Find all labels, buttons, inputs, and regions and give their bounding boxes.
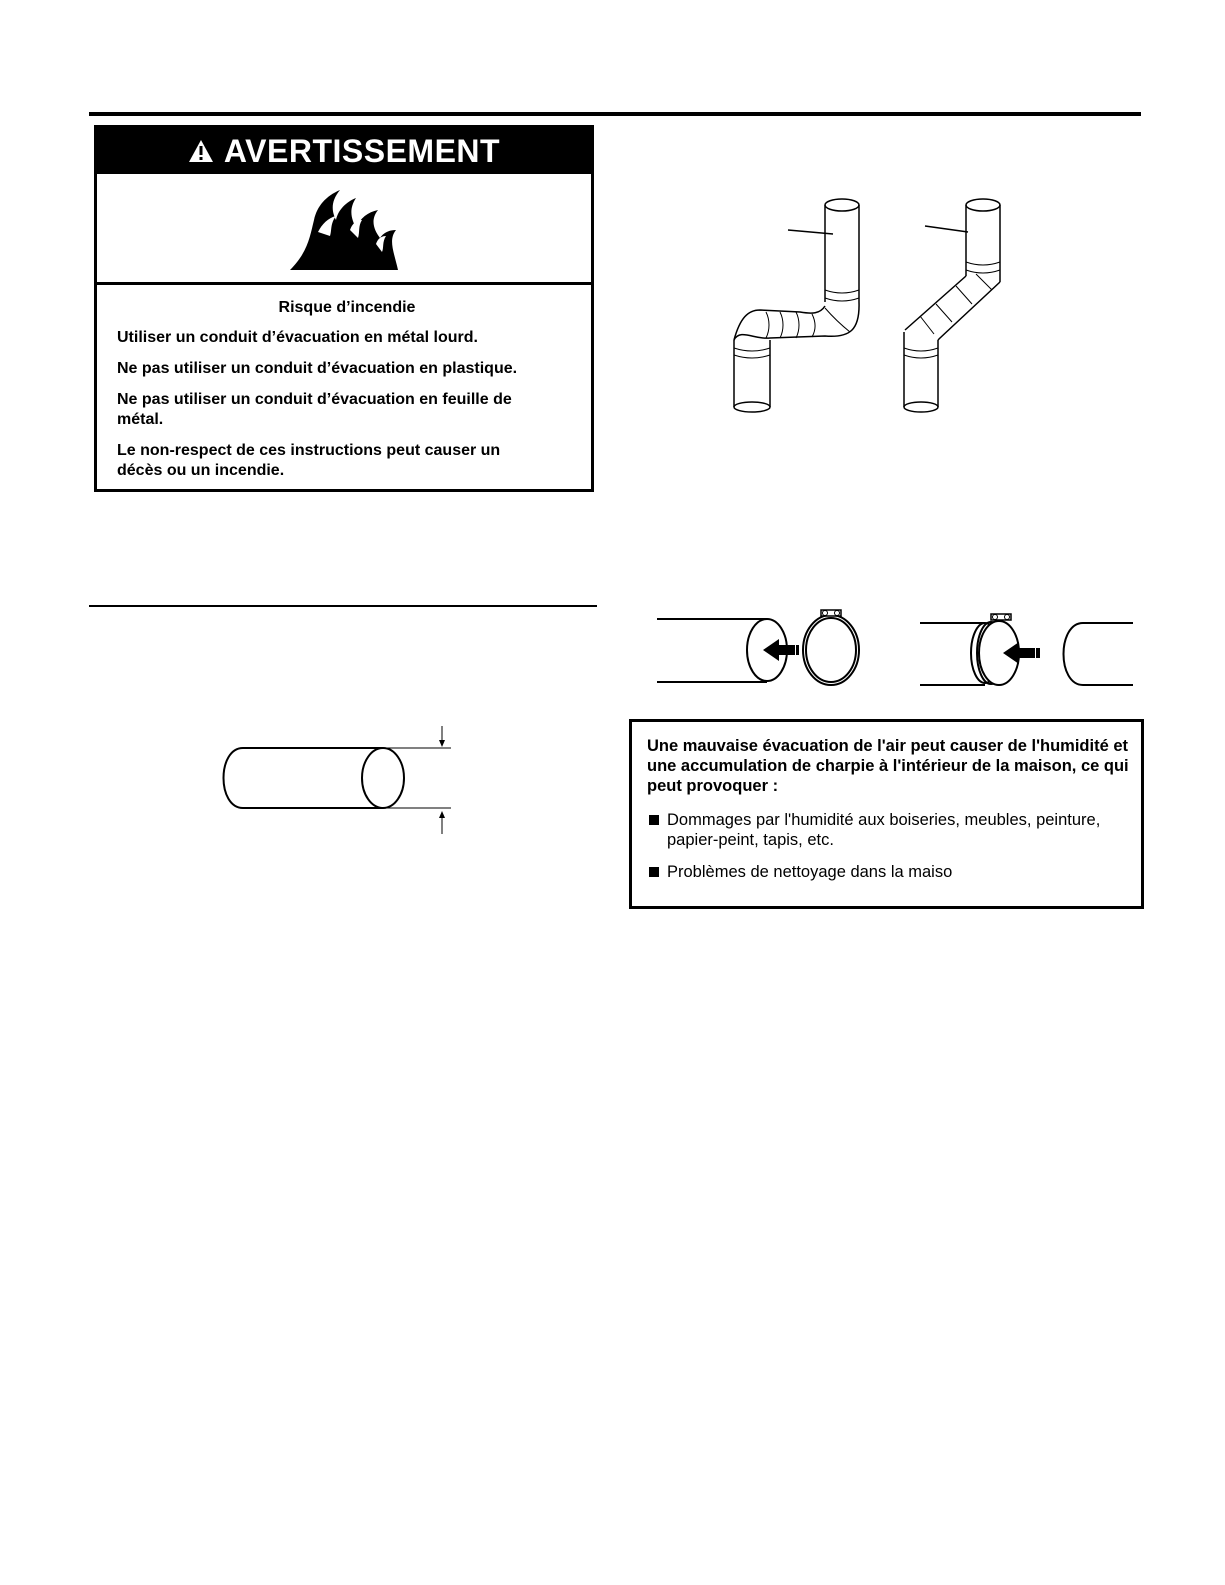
duct-diameter-illustration [215,720,465,840]
notice-item-text: Dommages par l'humidité aux boiseries, meubles, peinture, papier-peint, tapis, etc. [667,811,1101,849]
warning-text [117,298,577,492]
square-bullet-icon [649,815,659,825]
duct-elbow-illustration [700,190,1020,420]
leader-line [925,226,968,232]
notice-item-text: Problèmes de nettoyage dans la maiso [667,863,953,881]
notice-box [629,719,1144,909]
warning-line: Ne pas utiliser un conduit d’évacuation en plastique. [117,360,518,377]
notice-list-item [647,862,1137,882]
top-rule [89,112,1141,116]
warning-box [94,125,594,492]
flame-panel [97,174,591,285]
warning-subtitle: Risque d’incendie [278,299,416,316]
warning-header [97,128,591,174]
notice-list-item [647,810,1137,850]
notice-text [647,736,1137,894]
notice-heading: Une mauvaise évacuation de l'air peut causer de l'humidité et une accumulation de charpie à l'intérieur de la maison, ce qui peut provoquer : [647,737,1129,795]
warning-triangle-icon [188,139,214,163]
section-rule [89,605,597,607]
warning-title: AVERTISSEMENT [223,132,501,169]
duct-clamp-connection-illustration [655,605,1140,695]
square-bullet-icon [649,867,659,877]
warning-line: Le non-respect de ces instructions peut causer un décès ou un incendie. [117,442,501,479]
warning-line: Utiliser un conduit d’évacuation en métal lourd. [117,329,478,346]
warning-line: Ne pas utiliser un conduit d’évacuation en feuille de métal. [117,391,512,428]
leader-line [788,230,833,234]
fire-flame-icon [290,190,402,270]
